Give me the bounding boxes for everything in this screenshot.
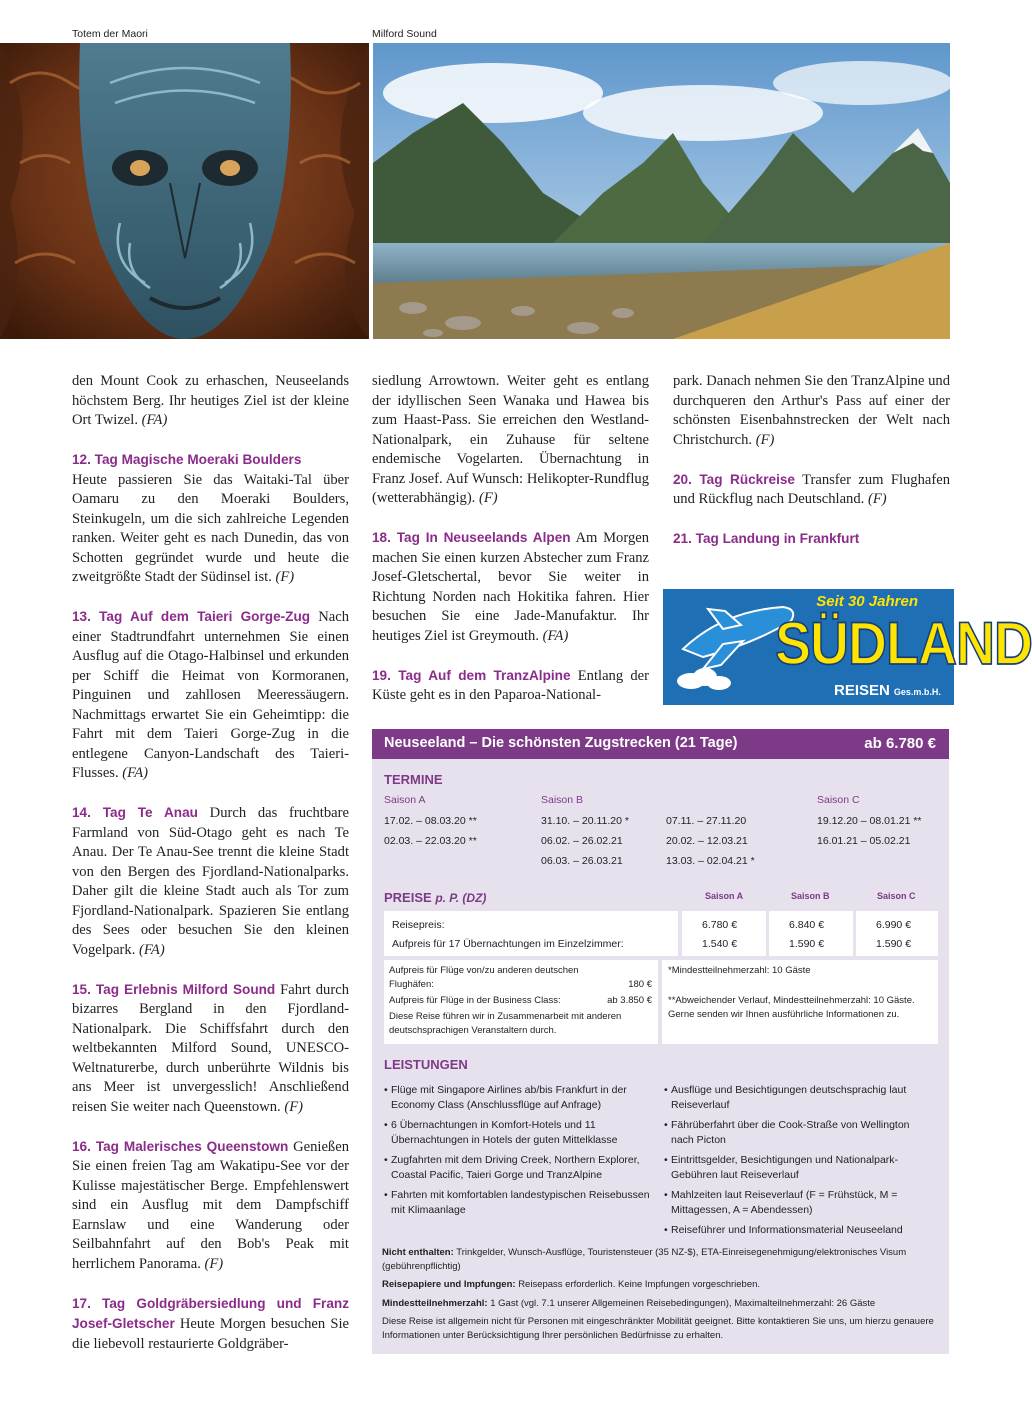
- price-col-c: [856, 911, 938, 956]
- cloud-icon: [677, 668, 731, 690]
- saison-b-label: Saison B: [541, 794, 584, 806]
- preise-heading: PREISE p. P. (DZ): [384, 890, 487, 905]
- price-labels-panel: [384, 911, 678, 956]
- service-item-9: • Reiseführer und Informationsmaterial Neuseeland: [664, 1223, 934, 1238]
- price-row2-label: Aufpreis für 17 Übernachtungen im Einzelzimmer:: [392, 938, 624, 950]
- heading-day20: 20. Tag Rückreise: [673, 471, 795, 487]
- paragraph-intro-col2: siedlung Arrowtown. Weiter geht es entlang der idyllischen Seen Wanaka und Hawea bis zum Haast-Pass. Sie erreichen den Westland-Nationalpark, ein Zuhause für seltene endemische Vogelarten. Übernachtung in Franz Josef. Auf Wunsch: Helikopter-Rundflug (wetterabhängig). (F): [372, 373, 649, 506]
- price-2b: 1.590 €: [789, 938, 825, 950]
- note-business-value: ab 3.850 €: [607, 995, 652, 1006]
- date-c2: 16.01.21 – 05.02.21: [817, 835, 911, 847]
- price-head-a: Saison A: [705, 891, 744, 901]
- price-col-b: [769, 911, 853, 956]
- suedland-logo: [663, 589, 1032, 705]
- tour-header: [372, 729, 949, 759]
- service-item-7: • Eintrittsgelder, Besichtigungen und Nationalpark-Gebühren laut Reiseverlauf: [664, 1153, 934, 1183]
- heading-day13: 13. Tag Auf dem Taieri Gorge-Zug: [72, 609, 311, 624]
- date-b3: 06.03. – 26.03.21: [541, 855, 623, 867]
- heading-day14: 14. Tag Te Anau: [72, 805, 198, 820]
- note-business: Aufpreis für Flüge in der Business Class:: [389, 995, 561, 1006]
- logo-tagline: Seit 30 Jahren: [816, 593, 918, 610]
- service-item-3: • Zugfahrten mit dem Driving Creek, Northern Explorer, Coastal Pacific, Taieri Gorge und TranzAlpine: [384, 1153, 652, 1183]
- saison-c-label: Saison C: [817, 794, 860, 806]
- notes-left-panel: [384, 960, 658, 1044]
- price-row1-label: Reisepreis:: [392, 919, 445, 931]
- service-item-5: • Ausflüge und Besichtigungen deutschsprachig laut Reiseverlauf: [664, 1083, 934, 1113]
- price-1a: 6.780 €: [702, 919, 738, 931]
- heading-day21: 21. Tag Landung in Frankfurt: [673, 531, 860, 546]
- date-b5: 20.02. – 12.03.21: [666, 835, 748, 847]
- service-item-1: • Flüge mit Singapore Airlines ab/bis Frankfurt in der Economy Class (Anschlussflüge auf Anfrage): [384, 1083, 652, 1113]
- service-item-8: • Mahlzeiten laut Reiseverlauf (F = Frühstück, M = Mittagessen, A = Abendessen): [664, 1188, 934, 1218]
- date-b1: 31.10. – 20.11.20 *: [541, 815, 629, 827]
- price-1b: 6.840 €: [789, 919, 825, 931]
- saison-a-label: Saison A: [384, 794, 426, 806]
- price-1c: 6.990 €: [876, 919, 912, 931]
- paragraph-day21: [673, 529, 950, 550]
- tour-title: Neuseeland – Die schönsten Zugstrecken (21 Tage): [384, 735, 738, 751]
- heading-day16: 16. Tag Malerisches Queenstown: [72, 1138, 289, 1154]
- note-deviating: **Abweichender Verlauf, Mindestteilnehmerzahl: 10 Gäste. Gerne senden wir Ihnen ausführliche Informationen zu.: [668, 995, 915, 1020]
- termine-heading: TERMINE: [384, 772, 443, 787]
- paragraph-day17: 17. Tag Goldgräbersiedlung und Franz Josef-Gletscher Heute Morgen besuchen Sie die liebevoll restaurierte Goldgräber-: [72, 1295, 349, 1352]
- date-b2: 06.02. – 26.02.21: [541, 835, 623, 847]
- not-included: Nicht enthalten: Trinkgelder, Wunsch-Ausflüge, Touristensteuer (35 NZ-$), ETA-Einreisegenehmigung/elektronisches Visum (gebührenpflichtig): [382, 1247, 907, 1272]
- tour-price: ab 6.780 €: [864, 735, 936, 752]
- price-2a: 1.540 €: [702, 938, 738, 950]
- heading-day12: 12. Tag Magische Moeraki Boulders: [72, 452, 302, 467]
- note-flights-other: Aufpreis für Flüge von/zu anderen deutschen Flughäfen:: [389, 965, 579, 990]
- date-b4: 07.11. – 27.11.20: [666, 815, 747, 827]
- text-column-1: [72, 372, 349, 1374]
- service-item-6: • Fährüberfahrt über die Cook-Straße von Wellington nach Picton: [664, 1118, 934, 1148]
- heading-day15: 15. Tag Erlebnis Milford Sound: [72, 981, 276, 997]
- note-flights-other-value: 180 €: [628, 979, 652, 990]
- notes-right-panel: [662, 960, 938, 1044]
- paragraph-intro-col1: den Mount Cook zu erhaschen, Neuseelands höchstem Berg. Ihr heutiges Ziel ist der kleine Ort Twizel. (FA): [72, 373, 349, 428]
- logo-sub: REISEN Ges.m.b.H.: [834, 682, 941, 699]
- paragraph-day20: 20. Tag Rückreise Transfer zum Flughafen und Rückflug nach Deutschland. (F): [673, 471, 950, 507]
- paragraph-day15: 15. Tag Erlebnis Milford Sound Fahrt durch bizarres Bergland in den Fjordland-Nationalpark. Die Schiffsfahrt durch den weltbekannten Milford Sound, UNESCO-Weltnaturerbe, durch unberührte Wildnis bis ans Meer ist unvergesslich! Anschließend reisen Sie weiter nach Queenstown. (F): [72, 981, 349, 1115]
- paragraph-day13: 13. Tag Auf dem Taieri Gorge-Zug Nach einer Stadtrundfahrt unternehmen Sie einen Ausflug auf die Otago-Halbinsel und erkunden per Schiff die Heimat von Kormoranen, Pinguinen und zahllosen Meeressäugern. Nachmittags erwartet Sie ein Geheimtipp: die Fahrt mit dem Taieri Gorge-Zug in die entlegene Canyon-Landschaft des Taieri-Flusses. (FA): [72, 609, 349, 781]
- paragraph-intro-col3: park. Danach nehmen Sie den TranzAlpine und durchqueren den Arthur's Pass auf einer der schönsten Eisenbahnstrecken der Welt nach Christchurch. (F): [673, 373, 950, 448]
- date-a2: 02.03. – 22.03.20 **: [384, 835, 477, 847]
- documents-vaccinations: Reisepapiere und Impfungen: Reisepass erforderlich. Keine Impfungen vorgeschrieben.: [382, 1279, 761, 1290]
- price-col-a: [682, 911, 766, 956]
- service-item-2: • 6 Übernachtungen in Komfort-Hotels und 11 Übernachtungen in Hotels der guten Mittelklasse: [384, 1118, 652, 1148]
- price-head-c: Saison C: [877, 891, 916, 901]
- text-column-2: [372, 372, 649, 725]
- maori-totem-image: [0, 43, 369, 339]
- date-b6: 13.03. – 02.04.21 *: [666, 855, 755, 867]
- milford-sound-image: [373, 43, 950, 339]
- paragraph-day16: 16. Tag Malerisches Queenstown Genießen Sie einen freien Tag am Wakatipu-See vor der Kulisse majestätischer Berge. Empfehlenswert sind ein Ausflug mit dem Dampfschiff Earnslaw und eine Wanderung oder Seilbahnfahrt auf den Bob's Peak mit herrlichem Panorama. (F): [72, 1138, 349, 1272]
- leistungen-heading: LEISTUNGEN: [384, 1057, 468, 1072]
- paragraph-day18: 18. Tag In Neuseelands Alpen Am Morgen machen Sie einen kurzen Abstecher zum Franz Josef-Gletschertal, bevor Sie weiter in Richtung Norden nach Hokitika fahren. Hier besuchen Sie eine Jade-Manufaktur. Ihr heutiges Ziel ist Greymouth. (FA): [372, 530, 650, 644]
- date-c1: 19.12.20 – 08.01.21 **: [817, 815, 922, 827]
- heading-day17: 17. Tag Goldgräbersiedlung und Franz Josef-Gletscher: [72, 1295, 349, 1331]
- date-a1: 17.02. – 08.03.20 **: [384, 815, 477, 827]
- caption-maori: Totem der Maori: [72, 28, 148, 40]
- service-item-4: • Fahrten mit komfortablen landestypischen Reisebussen mit Klimaanlage: [384, 1188, 652, 1218]
- paragraph-day14: 14. Tag Te Anau Durch das fruchtbare Farmland von Süd-Otago geht es nach Te Anau. Der Te Anau-See trennt die kleine Stadt von den Bergen des Fjordland-Nationalparks. Daher gilt die kleine Stadt auch als Tor zum Fjordland-Nationalpark. Spazieren Sie entlang des Sees oder besuchen Sie den kleinen Vogelpark. (FA): [72, 805, 349, 958]
- paragraph-day19: 19. Tag Auf dem TranzAlpine Entlang der Küste geht es in den Paparoa-National-: [372, 667, 649, 703]
- price-2c: 1.590 €: [876, 938, 912, 950]
- heading-day18: 18. Tag In Neuseelands Alpen: [372, 530, 571, 545]
- text-column-3: [673, 372, 950, 569]
- tour-info-box: [372, 729, 949, 1354]
- participant-numbers: Mindestteilnehmerzahl: 1 Gast (vgl. 7.1 unserer Allgemeinen Reisebedingungen), Maximalteilnehmerzahl: 26 Gäste: [382, 1298, 876, 1309]
- heading-day19: 19. Tag Auf dem TranzAlpine: [372, 667, 571, 683]
- note-cooperation: Diese Reise führen wir in Zusammenarbeit mit anderen deutschsprachigen Veranstaltern durch.: [389, 1011, 622, 1036]
- paragraph-day12: 12. Tag Magische Moeraki Boulders Heute passieren Sie das Waitaki-Tal über Oamaru zu den Moeraki Boulders, Steinkugeln, um die sich zahlreiche Legenden ranken. Weiter geht es nach Dunedin, das von Schotten gegründet wurde und heute die zweitgrößte Stadt der Südinsel ist. (F): [72, 452, 349, 585]
- caption-milford: Milford Sound: [372, 28, 437, 40]
- logo-name: SÜDLAND: [775, 610, 1032, 678]
- price-head-b: Saison B: [791, 891, 830, 901]
- note-min-participants: *Mindestteilnehmerzahl: 10 Gäste: [668, 965, 811, 976]
- mobility-notice: Diese Reise ist allgemein nicht für Personen mit eingeschränkter Mobilität geeignet. Bitte kontaktieren Sie uns, um hierzu genauere Informationen unter Berücksichtigung Ihrer persönlichen Bedürfnisse zu erhalten.: [382, 1316, 934, 1341]
